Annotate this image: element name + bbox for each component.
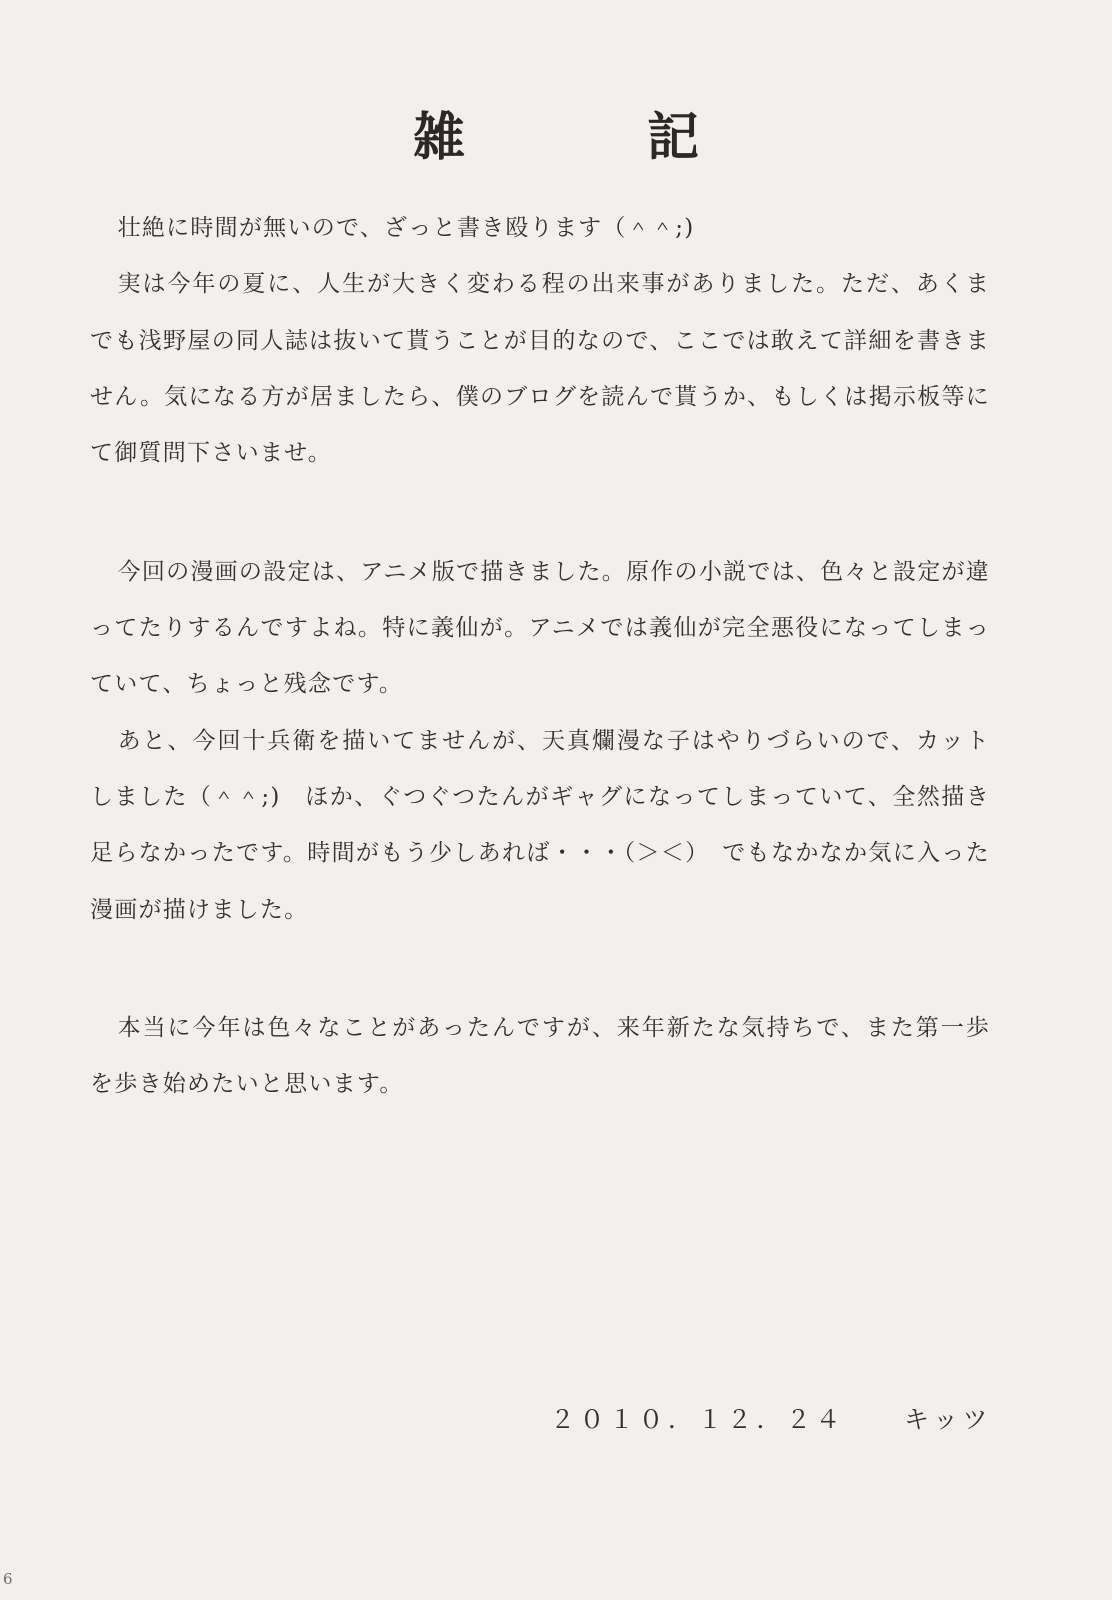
document-body <box>90 200 990 1113</box>
paragraph-spacer <box>90 482 990 544</box>
paragraph: 今回の漫画の設定は、アニメ版で描きました。原作の小説では、色々と設定が違ってたりするんですよね。特に義仙が。アニメでは義仙が完全悪役になってしまっていて、ちょっと残念です。 <box>90 558 990 698</box>
paragraph: 本当に今年は色々なことがあったんですが、来年新たな気持ちで、また第一歩を歩き始めたいと思います。 <box>90 1015 990 1098</box>
page-title: 雑 記 <box>412 107 725 168</box>
paragraph: 壮絶に時間が無いので、ざっと書き殴ります（＾＾;) <box>117 215 695 241</box>
paragraph: 実は今年の夏に、人生が大きく変わる程の出来事がありました。ただ、あくまでも浅野屋の同人誌は抜いて貰うことが目的なので、ここでは敢えて詳細を書きません。気になる方が居ましたら、僕のブログを読んで貰うか、もしくは掲示板等にて御質問下さいませ。 <box>90 271 990 467</box>
signature-date-author: ２０１０．１２．２４ キッツ <box>549 1405 992 1434</box>
page-number: 6 <box>3 1570 13 1588</box>
paragraph-spacer <box>90 938 990 1000</box>
paragraph: あと、今回十兵衛を描いてませんが、天真爛漫な子はやりづらいので、カットしました（＾＾;) ほか、ぐつぐつたんがギャグになってしまっていて、全然描き足らなかったです。時間がもう少しあれば・・・（＞＜） でもなかなか気に入った漫画が描けました。 <box>90 727 990 923</box>
